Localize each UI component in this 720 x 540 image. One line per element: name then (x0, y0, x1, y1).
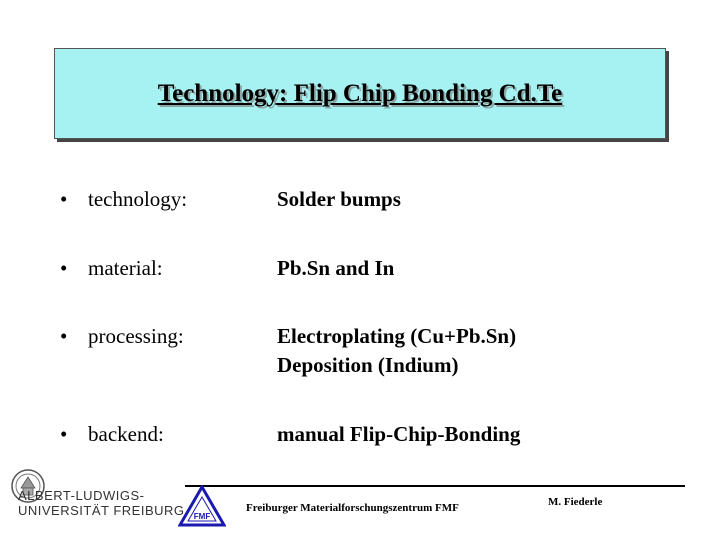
university-name-line1: ALBERT-LUDWIGS- (18, 488, 145, 503)
item-value: Electroplating (Cu+Pb.Sn) (277, 324, 517, 348)
item-value: Pb.Sn and In (277, 256, 395, 280)
bullet: • (60, 324, 68, 348)
research-center-name: Freiburger Materialforschungszentrum FMF (246, 502, 459, 514)
item-value-line2: Deposition (Indium) (277, 353, 459, 377)
item-label: processing: (88, 324, 184, 348)
item-value: manual Flip-Chip-Bonding (277, 422, 521, 446)
university-name (18, 488, 185, 518)
item-label: material: (88, 256, 163, 280)
item-value: Solder bumps (277, 187, 401, 211)
author-name: M. Fiederle (548, 496, 603, 508)
fmf-logo-icon (178, 485, 226, 527)
fmf-logo-text: FMF (193, 512, 211, 521)
bullet: • (60, 422, 68, 446)
university-name-line2: UNIVERSITÄT FREIBURG (18, 503, 185, 518)
title-box (54, 48, 666, 139)
footer-divider (185, 485, 685, 487)
item-label: technology: (88, 187, 188, 211)
slide-title: Technology: Flip Chip Bonding Cd.Te (157, 79, 563, 107)
bullet: • (60, 256, 68, 280)
bullet: • (60, 187, 68, 211)
item-label: backend: (88, 422, 164, 446)
